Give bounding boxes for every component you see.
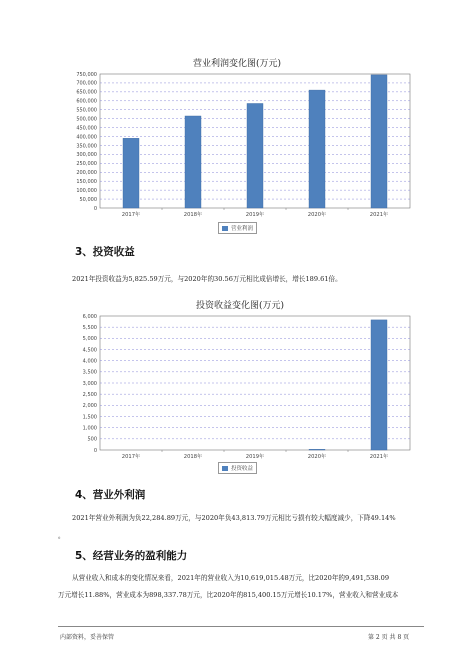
investment-chart-title: 投资收益变化图(万元): [196, 301, 285, 311]
bar: [371, 320, 387, 450]
y-tick-label: 1,500: [82, 414, 97, 421]
section-3-text: 2021年投资收益为5,825.59万元，与2020年的30.56万元相比成倍增长，增长189.61倍。: [72, 275, 342, 283]
y-tick-label: 100,000: [76, 187, 97, 194]
y-tick-label: 500: [87, 436, 97, 443]
x-tick-label: 2020年: [307, 212, 327, 218]
section-5-heading: 5、经营业务的盈利能力: [75, 550, 188, 562]
plot-area: [100, 316, 410, 450]
x-tick-label: 2020年: [307, 454, 327, 460]
y-tick-label: 0: [93, 447, 97, 454]
footer-left: 内部资料，妥善保管: [60, 634, 115, 641]
legend-label: 投资收益: [231, 466, 254, 472]
y-tick-label: 750,000: [76, 71, 97, 78]
y-tick-label: 3,500: [82, 369, 97, 376]
y-tick-label: 600,000: [76, 98, 97, 105]
y-tick-label: 5,000: [82, 336, 97, 343]
x-tick-label: 2019年: [245, 454, 265, 460]
y-tick-label: 4,000: [82, 358, 97, 365]
investment-chart-legend: [218, 462, 257, 474]
y-tick-label: 4,500: [82, 347, 97, 354]
y-tick-label: 2,000: [82, 403, 97, 410]
y-tick-label: 3,000: [82, 380, 97, 387]
footer-divider: [58, 626, 424, 627]
bar: [371, 75, 387, 208]
y-tick-label: 150,000: [76, 179, 97, 185]
legend-swatch-icon: [222, 466, 228, 471]
legend-swatch-icon: [222, 226, 228, 231]
section-3-heading: 3、投资收益: [75, 246, 135, 258]
bar: [309, 90, 325, 208]
y-tick-label: 2,500: [82, 391, 97, 398]
x-tick-label: 2018年: [183, 454, 203, 460]
y-tick-label: 250,000: [76, 161, 97, 168]
y-tick-label: 350,000: [76, 143, 97, 150]
y-tick-label: 650,000: [76, 89, 97, 96]
legend-label: 营业利润: [231, 226, 254, 232]
y-tick-label: 6,000: [82, 313, 97, 320]
bar: [247, 103, 263, 208]
y-tick-label: 0: [93, 205, 97, 212]
y-tick-label: 5,500: [82, 324, 97, 331]
section-4-text: 2021年营业外利润为负22,284.89万元，与2020年负43,813.79万元相比亏损有较大幅度减少，下降49.14%: [72, 514, 396, 522]
y-tick-label: 300,000: [76, 152, 97, 159]
bar: [185, 116, 201, 208]
y-tick-label: 450,000: [76, 125, 97, 132]
x-tick-label: 2018年: [183, 212, 203, 218]
section-4-trailing-mark: 。: [58, 532, 65, 540]
section-5-line-1: 从营业收入和成本的变化情况来看，2021年的营业收入为10,619,015.48万元，比2020年的9,491,538.09: [72, 574, 390, 582]
x-tick-label: 2021年: [369, 212, 389, 218]
x-tick-label: 2017年: [121, 212, 141, 218]
y-tick-label: 50,000: [79, 196, 97, 203]
section-4-heading: 4、营业外利润: [75, 489, 146, 501]
x-tick-label: 2021年: [369, 454, 389, 460]
bar: [309, 449, 325, 450]
footer-page-number: 第 2 页 共 8 页: [368, 634, 410, 641]
y-tick-label: 400,000: [76, 134, 97, 141]
y-tick-label: 1,000: [82, 425, 97, 432]
bar: [123, 138, 139, 208]
revenue-chart-legend: [218, 222, 257, 234]
x-tick-label: 2019年: [245, 212, 265, 218]
y-tick-label: 700,000: [76, 80, 97, 87]
revenue-chart: [60, 68, 420, 218]
y-tick-label: 200,000: [76, 170, 97, 177]
revenue-chart-title: 营业利润变化图(万元): [193, 59, 282, 69]
section-5-line-2: 万元增长11.88%，营业成本为898,337.78万元，比2020年的815,400.15万元增长10.17%，营业收入和营业成本: [58, 591, 399, 599]
investment-chart: [60, 310, 420, 460]
y-tick-label: 550,000: [76, 107, 97, 114]
x-tick-label: 2017年: [121, 454, 141, 460]
y-tick-label: 500,000: [76, 116, 97, 123]
